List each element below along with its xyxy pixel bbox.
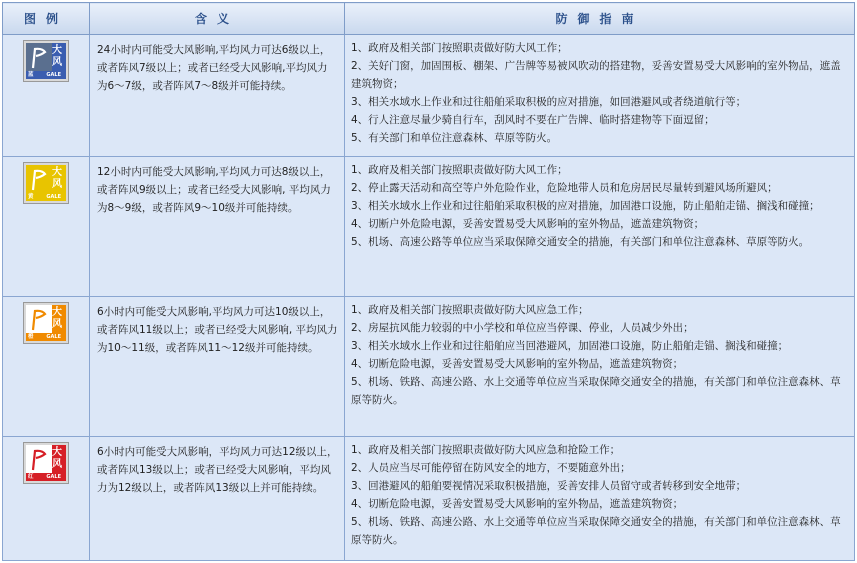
signal-char-2: 风 <box>52 57 62 68</box>
red-gale-signal-icon <box>24 443 68 483</box>
header-meaning: 含义 <box>90 3 345 35</box>
signal-gale-text: GALE <box>46 72 61 78</box>
signal-char-1: 大 <box>52 45 62 56</box>
table-row <box>3 157 855 297</box>
guide-line: 2、人员应当尽可能停留在防风安全的地方，不要随意外出； <box>351 462 631 474</box>
guide-line: 1、政府及相关部门按照职责做好防大风工作； <box>351 164 568 176</box>
guide-cell <box>345 35 855 157</box>
meaning-cell: 6小时内可能受大风影响,平均风力可达10级以上，或者阵风11级以上；或者已经受大风影响, 平均风力为10～11级，或者阵风11～12级并可能持续。 <box>90 297 345 437</box>
guide-line: 3、相关水域水上作业和过往船舶采取积极的应对措施，加固港口设施，防止船舶走锚、搁浅和碰撞； <box>351 200 820 212</box>
signal-cell <box>3 157 90 297</box>
header-row <box>3 3 855 35</box>
header-legend: 图例 <box>3 3 90 35</box>
signal-char-2: 风 <box>52 179 62 190</box>
signal-char-1: 大 <box>52 307 62 318</box>
guide-line: 5、机场、铁路、高速公路、水上交通等单位应当采取保障交通安全的措施，有关部门和单位注意森林、草原等防火。 <box>351 516 841 546</box>
guide-cell <box>345 157 855 297</box>
guide-line: 1、政府及相关部门按照职责做好防大风应急工作； <box>351 304 589 316</box>
signal-level-text: 蓝 <box>28 72 34 78</box>
guide-cell <box>345 297 855 437</box>
guide-line: 3、相关水域水上作业和过往船舶采取积极的应对措施，如回港避风或者绕道航行等； <box>351 96 747 108</box>
guide-line: 5、机场、高速公路等单位应当采取保障交通安全的措施，有关部门和单位注意森林、草原等防火。 <box>351 236 810 248</box>
signal-cell <box>3 35 90 157</box>
signal-gale-text: GALE <box>46 194 61 200</box>
guide-line: 2、房屋抗风能力较弱的中小学校和单位应当停课、停业，人员减少外出； <box>351 322 694 334</box>
guide-line: 1、政府及相关部门按照职责做好防大风应急和抢险工作； <box>351 444 621 456</box>
blue-gale-signal-icon <box>24 41 68 81</box>
signal-level-text: 黄 <box>28 194 34 200</box>
table-row <box>3 35 855 157</box>
guide-line: 4、切断危险电源，妥善安置易受大风影响的室外物品，遮盖建筑物资； <box>351 358 684 370</box>
orange-gale-signal-icon <box>24 303 68 343</box>
guide-line: 3、回港避风的船舶要视情况采取积极措施，妥善安排人员留守或者转移到安全地带； <box>351 480 747 492</box>
signal-char-1: 大 <box>52 167 62 178</box>
signal-level-text: 红 <box>28 474 34 480</box>
guide-line: 5、机场、铁路、高速公路、水上交通等单位应当采取保障交通安全的措施，有关部门和单位注意森林、草原等防火。 <box>351 376 841 406</box>
guide-line: 2、关好门窗，加固围板、棚架、广告牌等易被风吹动的搭建物，妥善安置易受大风影响的室外物品，遮盖建筑物资； <box>351 60 841 90</box>
gale-warning-table <box>2 2 855 561</box>
signal-char-2: 风 <box>52 459 62 470</box>
table-row <box>3 297 855 437</box>
guide-line: 3、相关水域水上作业和过往船舶应当回港避风，加固港口设施，防止船舶走锚、搁浅和碰撞； <box>351 340 789 352</box>
guide-line: 4、行人注意尽量少骑自行车，刮风时不要在广告牌、临时搭建物等下面逗留； <box>351 114 715 126</box>
guide-line: 5、有关部门和单位注意森林、草原等防火。 <box>351 132 558 144</box>
signal-char-1: 大 <box>52 447 62 458</box>
guide-cell <box>345 437 855 561</box>
meaning-cell: 12小时内可能受大风影响,平均风力可达8级以上，或者阵风9级以上；或者已经受大风影响, 平均风力为8～9级，或者阵风9～10级并可能持续。 <box>90 157 345 297</box>
signal-cell <box>3 297 90 437</box>
signal-gale-text: GALE <box>46 334 61 340</box>
guide-line: 1、政府及相关部门按照职责做好防大风工作； <box>351 42 568 54</box>
yellow-gale-signal-icon <box>24 163 68 203</box>
guide-line: 4、切断危险电源，妥善安置易受大风影响的室外物品，遮盖建筑物资； <box>351 498 684 510</box>
signal-level-text: 橙 <box>28 334 34 340</box>
meaning-cell: 24小时内可能受大风影响,平均风力可达6级以上，或者阵风7级以上；或者已经受大风影响,平均风力为6～7级，或者阵风7～8级并可能持续。 <box>90 35 345 157</box>
table-row <box>3 437 855 561</box>
meaning-cell: 6小时内可能受大风影响，平均风力可达12级以上，或者阵风13级以上；或者已经受大风影响，平均风力为12级以上，或者阵风13级以上并可能持续。 <box>90 437 345 561</box>
signal-gale-text: GALE <box>46 474 61 480</box>
signal-cell <box>3 437 90 561</box>
header-guide: 防御指南 <box>345 3 855 35</box>
guide-line: 4、切断户外危险电源，妥善安置易受大风影响的室外物品，遮盖建筑物资； <box>351 218 705 230</box>
signal-char-2: 风 <box>52 319 62 330</box>
guide-line: 2、停止露天活动和高空等户外危险作业，危险地带人员和危房居民尽量转到避风场所避风； <box>351 182 778 194</box>
